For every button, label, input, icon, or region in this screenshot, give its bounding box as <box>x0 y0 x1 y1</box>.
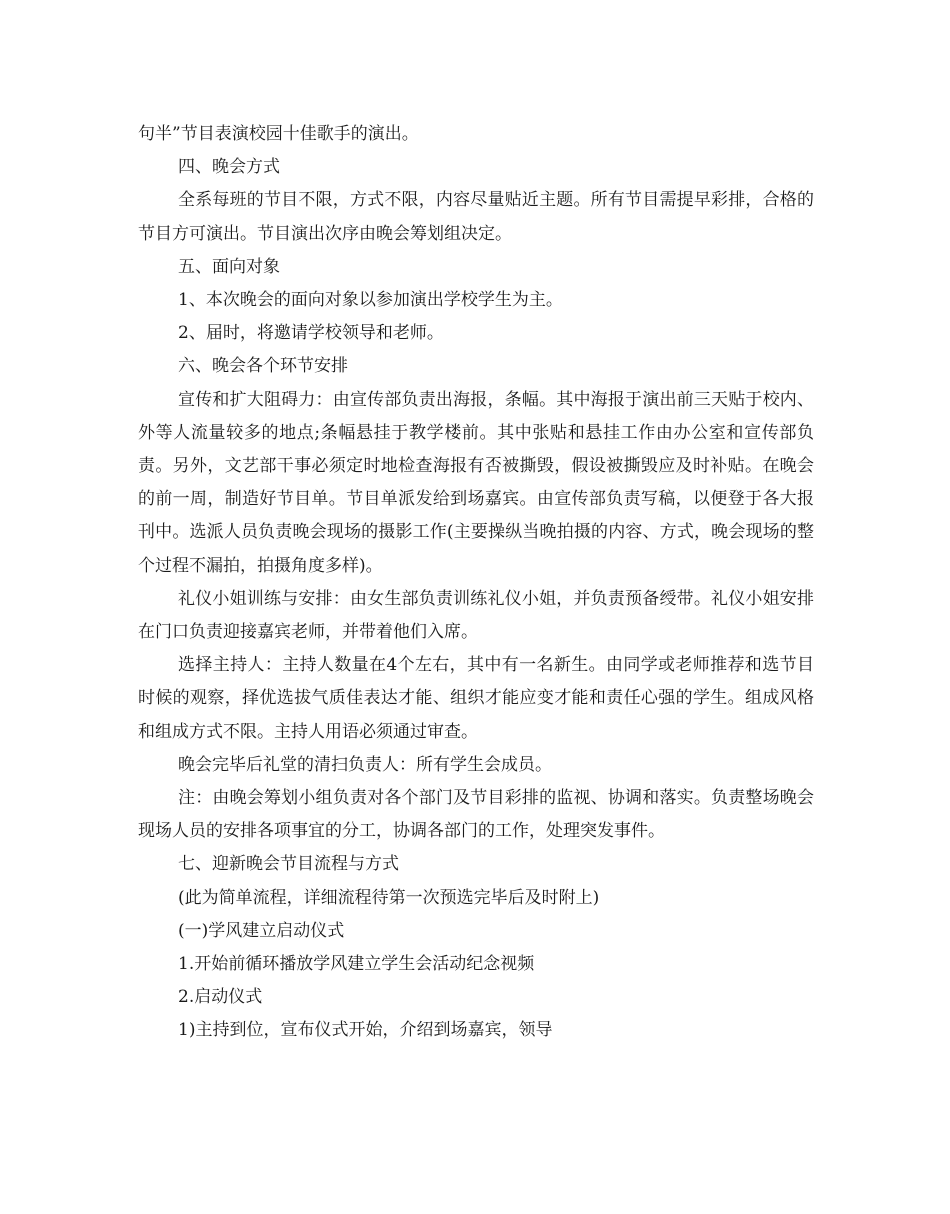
section-heading-4: 四、晚会方式 <box>178 157 280 178</box>
list-item: 2.启动仪式 <box>178 987 263 1008</box>
section-heading-7: 七、迎新晚会节目流程与方式 <box>178 854 399 875</box>
list-item: 2、届时，将邀请学校领导和老师。 <box>178 323 444 344</box>
paragraph: 礼仪小姐训练与安排：由女生部负责训练礼仪小姐，并负责预备绶带。礼仪小姐安排在门口负责迎接嘉宾老师，并带着他们入席。 <box>138 588 814 643</box>
paragraph: 全系每班的节目不限，方式不限，内容尽量贴近主题。所有节目需提早彩排，合格的节目方可演出。节目演出次序由晚会筹划组决定。 <box>138 190 814 244</box>
paragraph-continuation: 句半”节目表演校园十佳歌手的演出。 <box>138 124 419 144</box>
paragraph: 注：由晚会筹划小组负责对各个部门及节目彩排的监视、协调和落实。负责整场晚会现场人员的安排各项事宜的分工，协调各部门的工作，处理突发事件。 <box>138 788 814 842</box>
list-item: 1.开始前循环播放学风建立学生会活动纪念视频 <box>178 954 535 975</box>
section-heading-5: 五、面向对象 <box>178 256 280 277</box>
paragraph: 宣传和扩大阻碍力：由宣传部负责出海报，条幅。其中海报于演出前三天贴于校内、外等人流量较多的地点;条幅悬挂于教学楼前。其中张贴和悬挂工作由办公室和宣传部负责。另外，文艺部干事必须定时地检查海报有否被撕毁，假设被撕毁应及时补贴。在晚会的前一周，制造好节目单。节目单派发给到场嘉宾。由宣传部负责写稿，以便登于各大报刊中。选派人员负责晚会现场的摄影工作(主要操纵当晚拍摄的内容、方式，晚会现场的整个过程不漏拍，拍摄角度多样)。 <box>138 389 814 576</box>
list-item: 1)主持到位，宣布仪式开始，介绍到场嘉宾，领导 <box>178 1020 553 1041</box>
section-heading-6: 六、晚会各个环节安排 <box>178 356 348 377</box>
paragraph: 选择主持人：主持人数量在4个左右，其中有一名新生。由同学或老师推荐和选节目时候的观察，择优选拔气质佳表达才能、组织才能应变才能和责任心强的学生。组成风格和组成方式不限。主持人用语必须通过审查。 <box>138 655 814 742</box>
document-body <box>138 118 814 1048</box>
subsection-heading: (一)学风建立启动仪式 <box>178 920 345 941</box>
paragraph: 晚会完毕后礼堂的清扫负责人：所有学生会成员。 <box>178 754 552 775</box>
paragraph-note: (此为简单流程，详细流程待第一次预选完毕后及时附上) <box>178 887 600 908</box>
list-item: 1、本次晚会的面向对象以参加演出学校学生为主。 <box>178 290 563 311</box>
